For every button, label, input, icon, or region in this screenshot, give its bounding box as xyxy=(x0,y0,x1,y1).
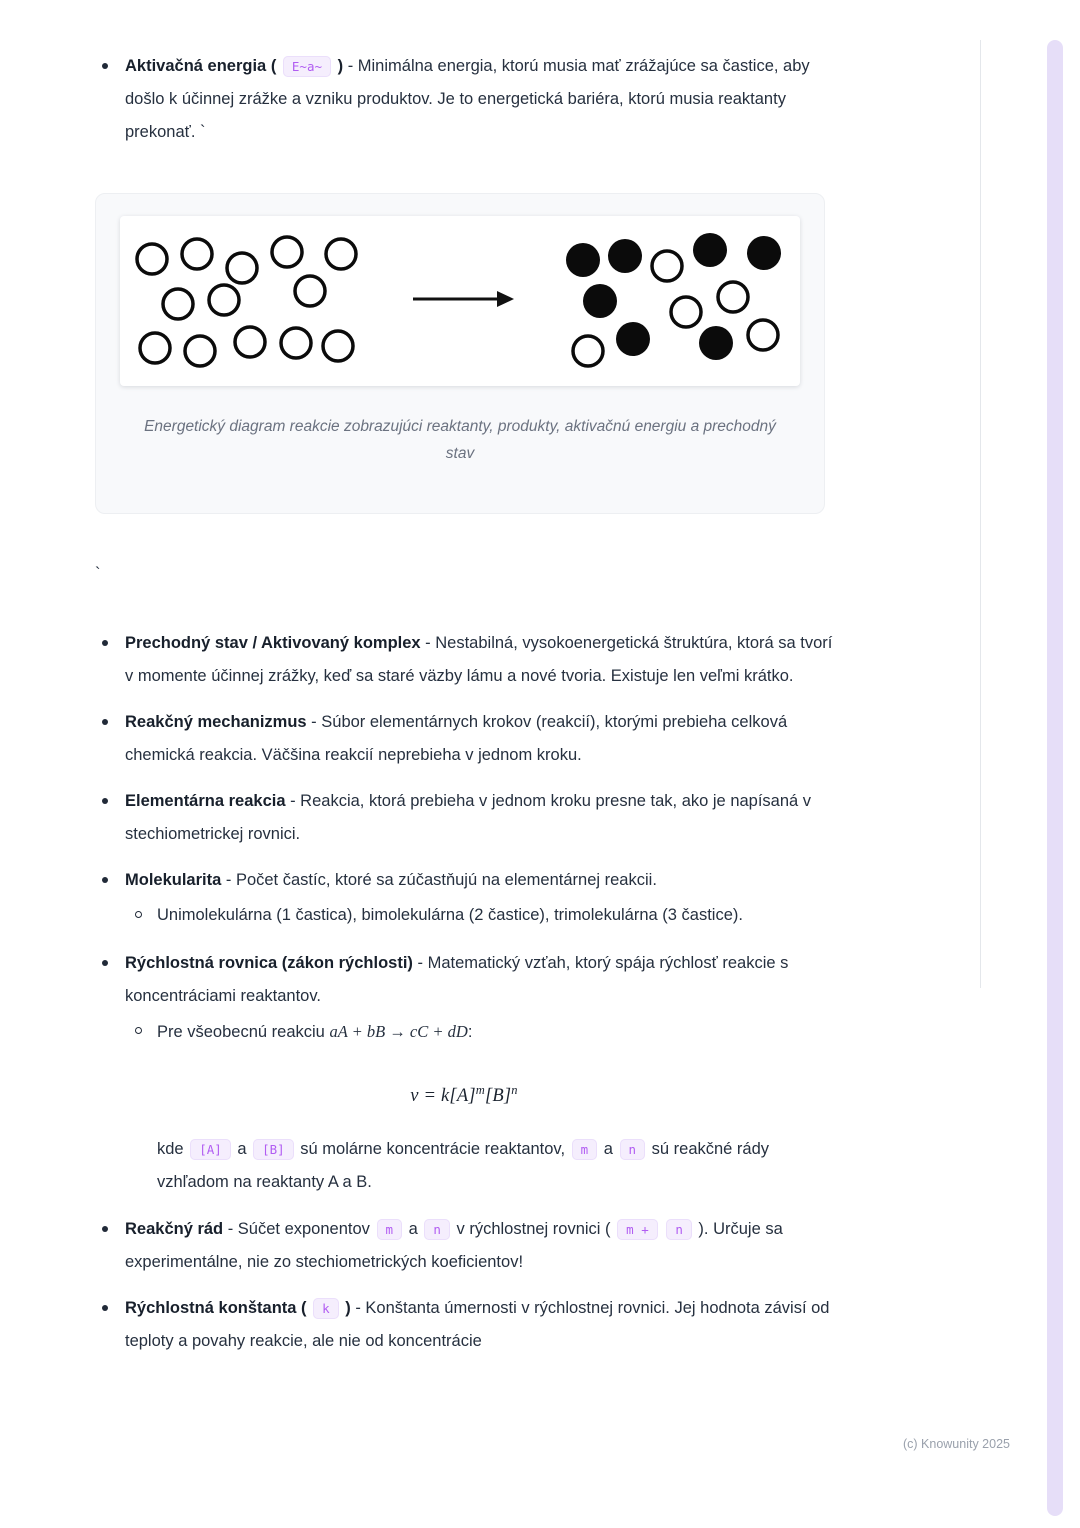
inline-code-chip: n xyxy=(620,1139,646,1160)
sub-list-item xyxy=(125,899,843,932)
text-run: v rýchlostnej rovnici ( xyxy=(451,1220,616,1239)
reactant-particle xyxy=(671,297,701,327)
list-item-text xyxy=(125,1213,843,1279)
bullet-marker xyxy=(102,1226,108,1232)
reaction-arrow-head xyxy=(497,291,514,307)
page-edge-divider xyxy=(980,40,981,988)
inline-code-chip: m xyxy=(572,1139,598,1160)
term-bold: Prechodný stav / Aktivovaný komplex xyxy=(125,634,421,652)
list-item xyxy=(95,50,843,149)
term-bold: Rýchlostná rovnica (zákon rýchlosti) xyxy=(125,954,413,972)
term-bold: Reakčný rád xyxy=(125,1220,224,1239)
list-item-text xyxy=(157,1015,843,1049)
bullet-marker xyxy=(102,798,108,804)
term-bold: Molekularita xyxy=(125,871,222,889)
continuation-paragraph xyxy=(157,1133,843,1199)
inline-code-chip: E~a~ xyxy=(283,56,331,77)
bullet-marker xyxy=(102,640,108,646)
reactant-particle xyxy=(140,333,170,363)
list-item-text xyxy=(125,627,843,693)
product-particle xyxy=(566,243,600,277)
text-run: a xyxy=(599,1140,618,1159)
text-run: - Reakcia, ktorá prebieha v jednom kroku presne tak, ako je napísaná v stechiometrickej rovnici. xyxy=(125,792,812,843)
term-list-intro xyxy=(95,50,843,149)
reactant-particle xyxy=(235,327,265,357)
text-run: - Nestabilná, vysokoenergetická štruktúra, ktorá sa tvorí v momente účinnej zrážky, keď sa staré väzby lámu a nové tvoria. Existuje len veľmi krátko. xyxy=(125,634,833,685)
reactant-particle xyxy=(272,237,302,267)
reactant-particle xyxy=(748,320,778,350)
reaction-diagram-panel xyxy=(120,216,800,386)
equation-exponent: n xyxy=(511,1083,518,1097)
copyright-watermark: (c) Knowunity 2025 xyxy=(902,1437,1010,1451)
figure-caption: Energetický diagram reakcie zobrazujúci reaktanty, produkty, aktivačnú energiu a prechodný stav xyxy=(144,418,776,462)
sub-list xyxy=(125,899,843,932)
term-bold: ) xyxy=(333,57,344,75)
equation-part: v = k[A] xyxy=(410,1086,476,1107)
list-item-text xyxy=(125,1292,843,1358)
inline-code-chip: n xyxy=(666,1219,692,1240)
inline-code-chip: [B] xyxy=(253,1139,294,1160)
reactant-particle xyxy=(227,253,257,283)
reactant-particle xyxy=(185,336,215,366)
bullet-marker xyxy=(102,877,108,883)
text-run: - Minimálna energia, ktorú musia mať zrážajúce sa častice, aby došlo k účinnej zrážke a vzniku produktov. Je to energetická bariéra, ktorú musia reaktanty prekonať. ` xyxy=(125,57,810,141)
list-item xyxy=(95,947,843,1199)
reactant-particle xyxy=(326,239,356,269)
term-bold: ) xyxy=(340,1299,351,1318)
text-run: - Matematický vzťah, ktorý spája rýchlosť reakcie s koncentráciami reaktantov. xyxy=(125,954,789,1005)
term-list-main xyxy=(95,627,843,1358)
reactant-particle xyxy=(323,331,353,361)
text-run: a xyxy=(232,1140,252,1159)
product-particle xyxy=(616,322,650,356)
reactant-particle xyxy=(295,276,325,306)
inline-code-chip: n xyxy=(424,1219,450,1240)
equation-exponent: m xyxy=(475,1083,485,1097)
text-run: - Počet častíc, ktoré sa zúčastňujú na elementárnej reakcii. xyxy=(221,871,657,889)
inline-code-chip: m xyxy=(377,1219,403,1240)
text-run: sú molárne koncentrácie reaktantov, xyxy=(295,1140,570,1159)
text-run: kde xyxy=(157,1140,189,1159)
open-bullet-marker xyxy=(135,1027,142,1034)
text-run: Unimolekulárna (1 častica), bimolekulárna (2 častice), trimolekulárna (3 častice). xyxy=(157,906,743,924)
product-particle xyxy=(699,326,733,360)
inline-code-chip: k xyxy=(313,1298,339,1319)
list-item xyxy=(95,1213,843,1279)
inline-math: aA + bB → cC + dD xyxy=(329,1022,468,1041)
term-bold: Aktivačná energia ( xyxy=(125,57,281,75)
rate-equation xyxy=(125,1074,803,1113)
term-bold: Elementárna reakcia xyxy=(125,792,286,810)
equation-part: [B] xyxy=(484,1086,512,1107)
text-run: : xyxy=(467,1023,473,1041)
reactant-particle xyxy=(573,336,603,366)
stray-backtick: ` xyxy=(95,565,101,583)
reactant-particle xyxy=(137,244,167,274)
list-item-text xyxy=(157,899,843,932)
text-run: - Súčet exponentov xyxy=(223,1220,375,1239)
document-content xyxy=(95,50,843,1371)
bullet-marker xyxy=(102,960,108,966)
text-run: ). Určuje sa experimentálne, nie zo stechiometrických koeficientov! xyxy=(125,1220,783,1272)
list-item xyxy=(95,864,843,934)
bullet-marker xyxy=(102,63,108,69)
list-item-text xyxy=(125,864,843,934)
text-run: sú reakčné rády vzhľadom na reaktanty A a B. xyxy=(157,1140,770,1192)
text-run: a xyxy=(404,1220,423,1239)
term-bold: Reakčný mechanizmus xyxy=(125,713,307,731)
reactant-particle xyxy=(182,239,212,269)
bullet-marker xyxy=(102,1305,108,1311)
sub-list xyxy=(125,1015,843,1049)
reactant-particle xyxy=(281,328,311,358)
list-item-text xyxy=(125,785,843,851)
inline-code-chip: [A] xyxy=(190,1139,231,1160)
product-particle xyxy=(693,233,727,267)
product-particle xyxy=(583,284,617,318)
reaction-diagram-svg xyxy=(120,216,800,386)
list-item-text xyxy=(125,50,843,149)
reactant-particle xyxy=(163,289,193,319)
list-item xyxy=(95,785,843,851)
sub-list-item xyxy=(125,1015,843,1049)
reactant-particle xyxy=(209,285,239,315)
list-item-text xyxy=(125,706,843,772)
term-bold: Rýchlostná konštanta ( xyxy=(125,1299,312,1318)
list-item xyxy=(95,1292,843,1358)
reactant-particle xyxy=(652,251,682,281)
open-bullet-marker xyxy=(135,911,142,918)
reaction-figure xyxy=(95,193,825,514)
reactant-particle xyxy=(718,282,748,312)
list-item xyxy=(95,627,843,693)
scrollbar-thumb[interactable] xyxy=(1047,40,1063,1516)
inline-code-chip: m + xyxy=(617,1219,658,1240)
text-run: - Súbor elementárnych krokov (reakcií), ktorými prebieha celková chemická reakcia. Väčšina reakcií neprebieha v jednom kroku. xyxy=(125,713,788,764)
product-particle xyxy=(608,239,642,273)
list-item-text xyxy=(125,947,843,1199)
text-run: - Konštanta úmernosti v rýchlostnej rovnici. Jej hodnota závisí od teploty a povahy reakcie, ale nie od koncentrácie xyxy=(125,1299,830,1351)
bullet-marker xyxy=(102,719,108,725)
text-run: Pre všeobecnú reakciu xyxy=(157,1023,330,1041)
text-run xyxy=(660,1220,665,1238)
list-item xyxy=(95,706,843,772)
product-particle xyxy=(747,236,781,270)
